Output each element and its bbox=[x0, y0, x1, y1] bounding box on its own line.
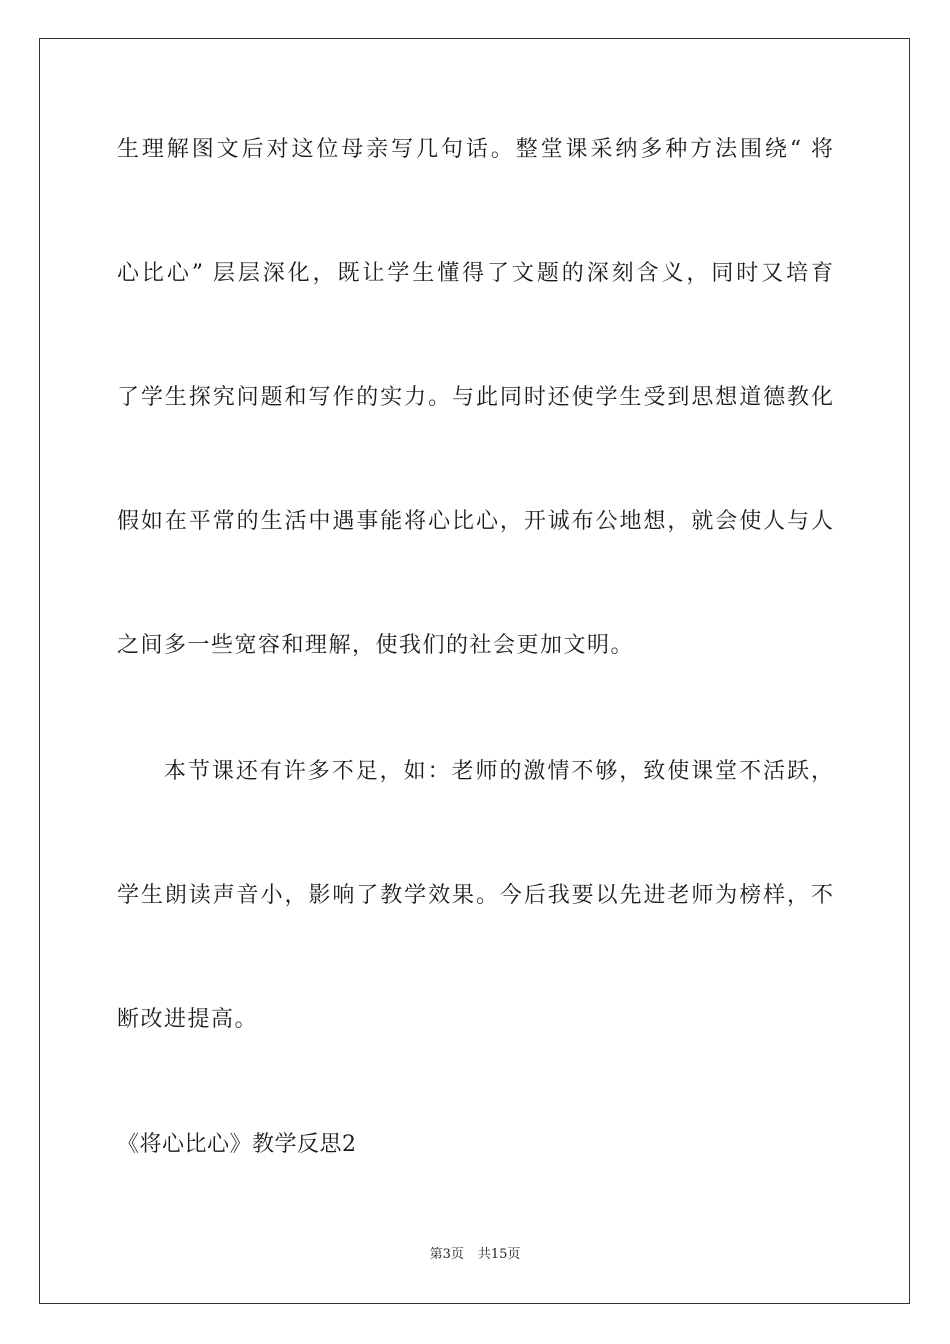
body-line-3: 了学生探究问题和写作的实力。与此同时还使学生受到思想道德教化 bbox=[117, 385, 833, 410]
body-line-2: 心比心” 层层深化，既让学生懂得了文题的深刻含义，同时又培育 bbox=[117, 261, 833, 286]
body-line-6: 本节课还有许多不足，如：老师的激情不够，致使课堂不活跃， bbox=[164, 759, 833, 784]
body-line-7: 学生朗读声音小，影响了教学效果。今后我要以先进老师为榜样，不 bbox=[117, 883, 833, 908]
body-line-1: 生理解图文后对这位母亲写几句话。整堂课采纳多种方法围绕“ 将 bbox=[117, 137, 833, 162]
section-heading: 《将心比心》教学反思2 bbox=[117, 1132, 357, 1157]
page-footer bbox=[0, 1246, 950, 1264]
page-number: 第3页 bbox=[429, 1247, 464, 1262]
body-line-5: 之间多一些宽容和理解，使我们的社会更加文明。 bbox=[117, 633, 635, 658]
page-total: 共15页 bbox=[477, 1247, 521, 1262]
body-line-8: 断改进提高。 bbox=[117, 1007, 259, 1032]
page-border bbox=[39, 38, 910, 1304]
body-line-4: 假如在平常的生活中遇事能将心比心，开诚布公地想，就会使人与人 bbox=[117, 509, 833, 534]
